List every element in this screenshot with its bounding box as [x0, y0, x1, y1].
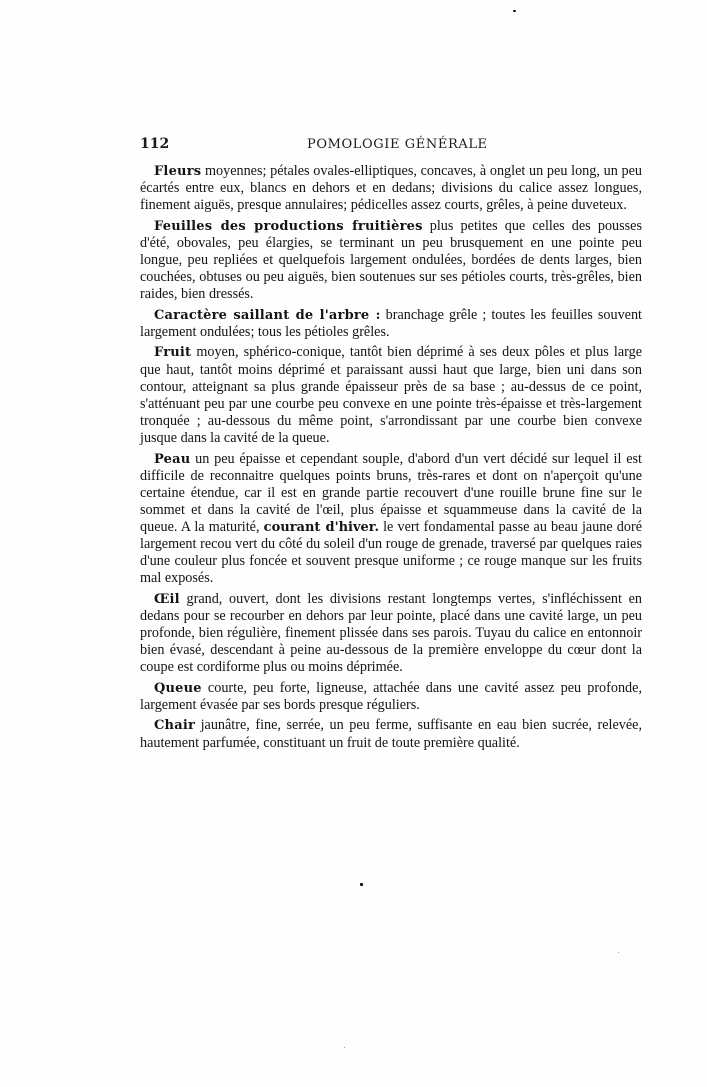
- paragraph-oeil: [140, 591, 642, 676]
- scan-speck: [360, 883, 363, 886]
- paragraph-lead: Peau: [154, 451, 191, 467]
- page-header: [140, 136, 642, 154]
- paragraph-queue: [140, 680, 642, 714]
- paragraph-fruit: [140, 344, 642, 447]
- paragraph-text: plus petites que celles des pousses d'été, obovales, peu élargies, se terminant un peu brusquement en une pointe peu longue, peu repliées et quelquefois largement ondulées, bordées de dents larges, bien couchées, obtuses ou peu aiguës, bien soutenues sur ses pétioles courts, très-grêles, bien raides, bien dressés.: [140, 217, 642, 303]
- paragraph-text-after: le vert fondamental passe au beau jaune doré largement recou vert du côté du soleil d'un rouge de grenade, traversé par quelques raies d'une couleur plus foncée et souvent presque uniforme ; ce rouge manque sur les fruits mal exposés.: [140, 518, 643, 587]
- paragraph-lead: Fleurs: [154, 164, 202, 179]
- inline-emphasis: courant d'hiver.: [263, 519, 379, 535]
- paragraph-text: un peu épaisse et cependant souple, d'abord d'un vert décidé sur lequel il est difficile de reconnaitre quelques points bruns, très-rares et dont on n'aperçoit qu'une certaine étendue, car il est en grande partie recouvert d'une rouille brune fine sur le sommet et dans la cavité de l'œil, plus épaisse et squammeuse dans la cavité de la queue. A la maturité,: [140, 450, 642, 535]
- paragraph-peau: [140, 451, 642, 588]
- paragraph-lead: Feuilles des productions fruitières: [154, 218, 423, 234]
- paragraph-text: moyennes; pétales ovales-elliptiques, concaves, à onglet un peu long, un peu écartés entre eux, blancs en dehors et en dedans; divisions du calice assez longues, finement aiguës, presque annulaires; pédicelles assez courts, grêles, à peine duveteux.: [140, 163, 642, 214]
- paragraph-text: courte, peu forte, ligneuse, attachée dans une cavité assez peu profonde, largement évasée par ses bords presque réguliers.: [140, 679, 642, 713]
- paragraph-text: grand, ouvert, dont les divisions restant longtemps vertes, s'infléchissent en dedans pour se recourber en dehors par leur pointe, placé dans une cavité large, un peu profonde, bien régulière, finement plissée dans ses parois. Tuyau du calice en entonnoir bien évasé, descendant à peine au-dessous de la première enveloppe du cœur dont la coupe est cordiforme plus ou moins déprimée.: [140, 590, 642, 676]
- paragraph-text: jaunâtre, fine, serrée, un peu ferme, suffisante en eau bien sucrée, relevée, hautement parfumée, constituant un fruit de toute première qualité.: [140, 717, 642, 751]
- running-title: POMOLOGIE GÉNÉRALE: [307, 137, 488, 152]
- page-body: [140, 163, 642, 755]
- paragraph-text: branchage grêle ; toutes les feuilles souvent largement ondulées; tous les pétioles grêles.: [140, 306, 643, 340]
- scan-speck: [513, 10, 516, 12]
- paragraph-chair: [140, 717, 642, 751]
- paragraph-feuilles: [140, 218, 642, 303]
- paragraph-lead: Queue: [154, 680, 202, 696]
- paragraph-lead: Œil: [154, 591, 180, 607]
- page-number: 112: [140, 136, 170, 152]
- paragraph-fleurs: [140, 163, 642, 214]
- scan-speck: [618, 952, 619, 953]
- paragraph-lead: Fruit: [154, 345, 192, 361]
- paragraph-lead: Caractère saillant de l'arbre :: [154, 307, 381, 323]
- scan-speck: [344, 1047, 345, 1048]
- paragraph-text: moyen, sphérico-conique, tantôt bien déprimé à ses deux pôles et plus large que haut, tantôt moins déprimé et paraissant aussi haut que large, bien uni dans son contour, atteignant sa plus grande épaisseur près de sa base ; au-dessus de ce point, s'atténuant peu par une courbe peu convexe en une pointe très-épaisse et très-largement tronquée ; au-dessous du même point, s'arrondissant par une courbe bien convexe jusque dans la cavité de la queue.: [140, 344, 642, 446]
- paragraph-lead: Chair: [154, 718, 196, 734]
- paragraph-caractere: [140, 307, 642, 341]
